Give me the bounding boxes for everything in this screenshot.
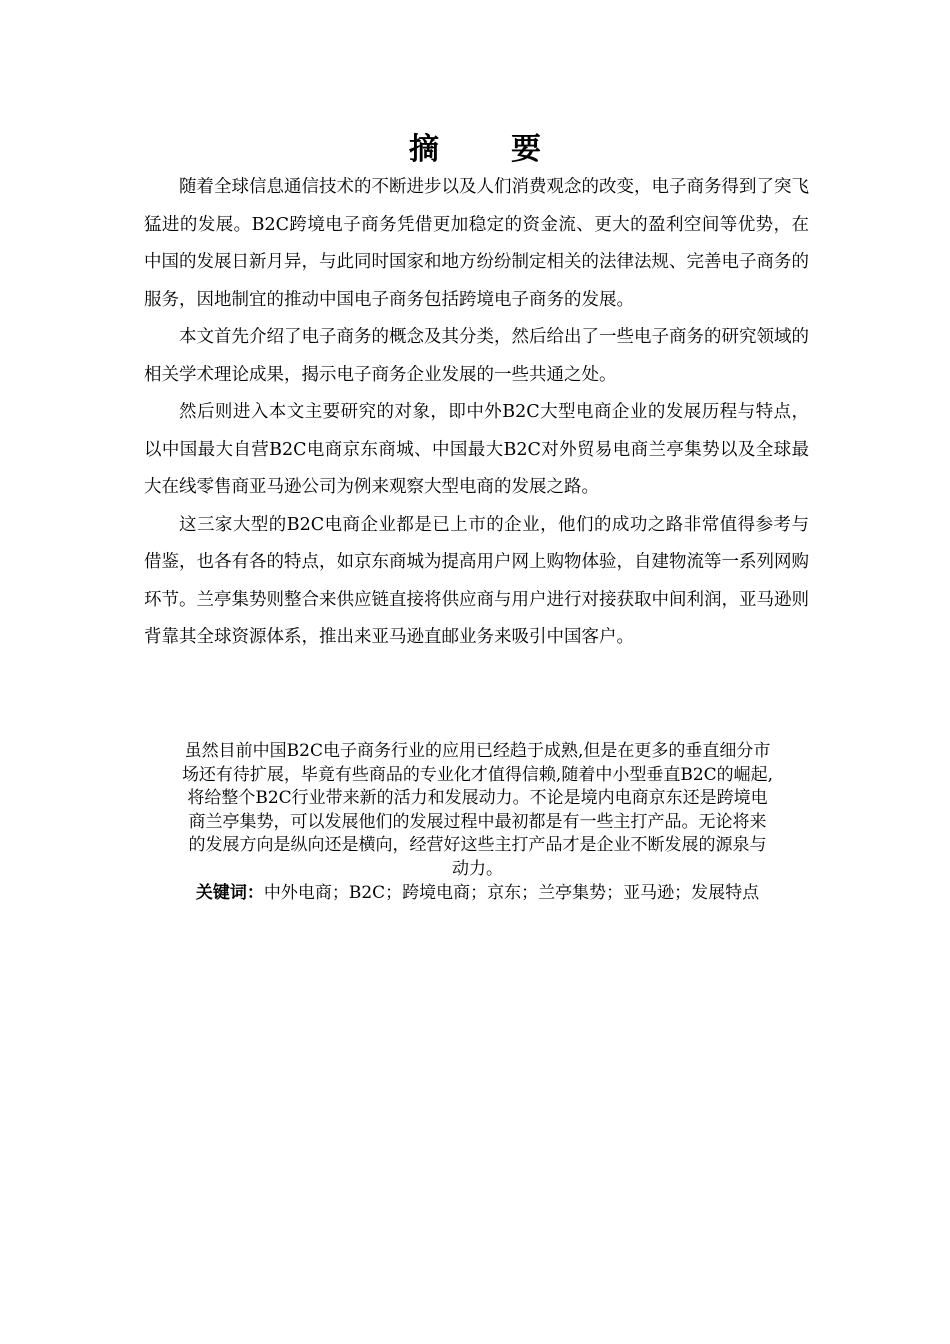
centered-line-1: 虽然目前中国B2C电子商务行业的应用已经趋于成熟,但是在更多的垂直细分市 [184,741,771,761]
abstract-paragraph-2: 本文首先介绍了电子商务的概念及其分类，然后给出了一些电子商务的研究领域的相关学术理论成果，揭示电子商务企业发展的一些共通之处。 [144,327,809,385]
keywords-line [140,882,815,906]
centered-line-4: 商兰亭集势，可以发展他们的发展过程中最初都是有一些主打产品。无论将来 [188,811,767,832]
keywords-text: 中外电商；B2C；跨境电商；京东；兰亭集势；亚马逊；发展特点 [263,882,760,903]
keywords-label: 关键词： [195,882,264,903]
centered-line-5: 的发展方向是纵向还是横向，经营好这些主打产品才是企业不断发展的源泉与 [188,835,767,856]
centered-line-3: 将给整个B2C行业带来新的活力和发展动力。不论是境内电商京东还是跨境电 [187,788,768,809]
abstract-paragraph-4: 这三家大型的B2C电商企业都是已上市的企业，他们的成功之路非常值得参考与借鉴，也各有各的特点，如京东商城为提高用户网上购物体验，自建物流等一系列网购环节。兰亭集势则整合来供应链直接将供应商与用户进行对接获取中间利润，亚马逊则背靠其全球资源体系，推出来亚马逊直邮业务来吸引中国客户。 [144,514,809,647]
abstract-title [0,128,950,172]
abstract-centered-section [140,740,815,905]
abstract-body [144,169,809,657]
centered-line-2: 场还有待扩展，毕竟有些商品的专业化才值得信赖,随着中小型垂直B2C的崛起, [181,764,774,785]
abstract-paragraph-3: 然后则进入本文主要研究的对象，即中外B2C大型电商企业的发展历程与特点，以中国最大自营B2C电商京东商城、中国最大B2C对外贸易电商兰亭集势以及全球最大在线零售商亚马逊公司为例来观察大型电商的发展之路。 [144,402,809,497]
abstract-paragraph-1: 随着全球信息通信技术的不断进步以及人们消费观念的改变，电子商务得到了突飞猛进的发展。B2C跨境电子商务凭借更加稳定的资金流、更大的盈利空间等优势，在中国的发展日新月异，与此同时国家和地方纷纷制定相关的法律法规、完善电子商务的服务，因地制宜的推动中国电子商务包括跨境电子商务的发展。 [144,177,809,310]
abstract-title-right: 要 [511,132,541,167]
abstract-title-left: 摘 [409,132,439,167]
centered-line-6: 动力。 [452,858,503,879]
